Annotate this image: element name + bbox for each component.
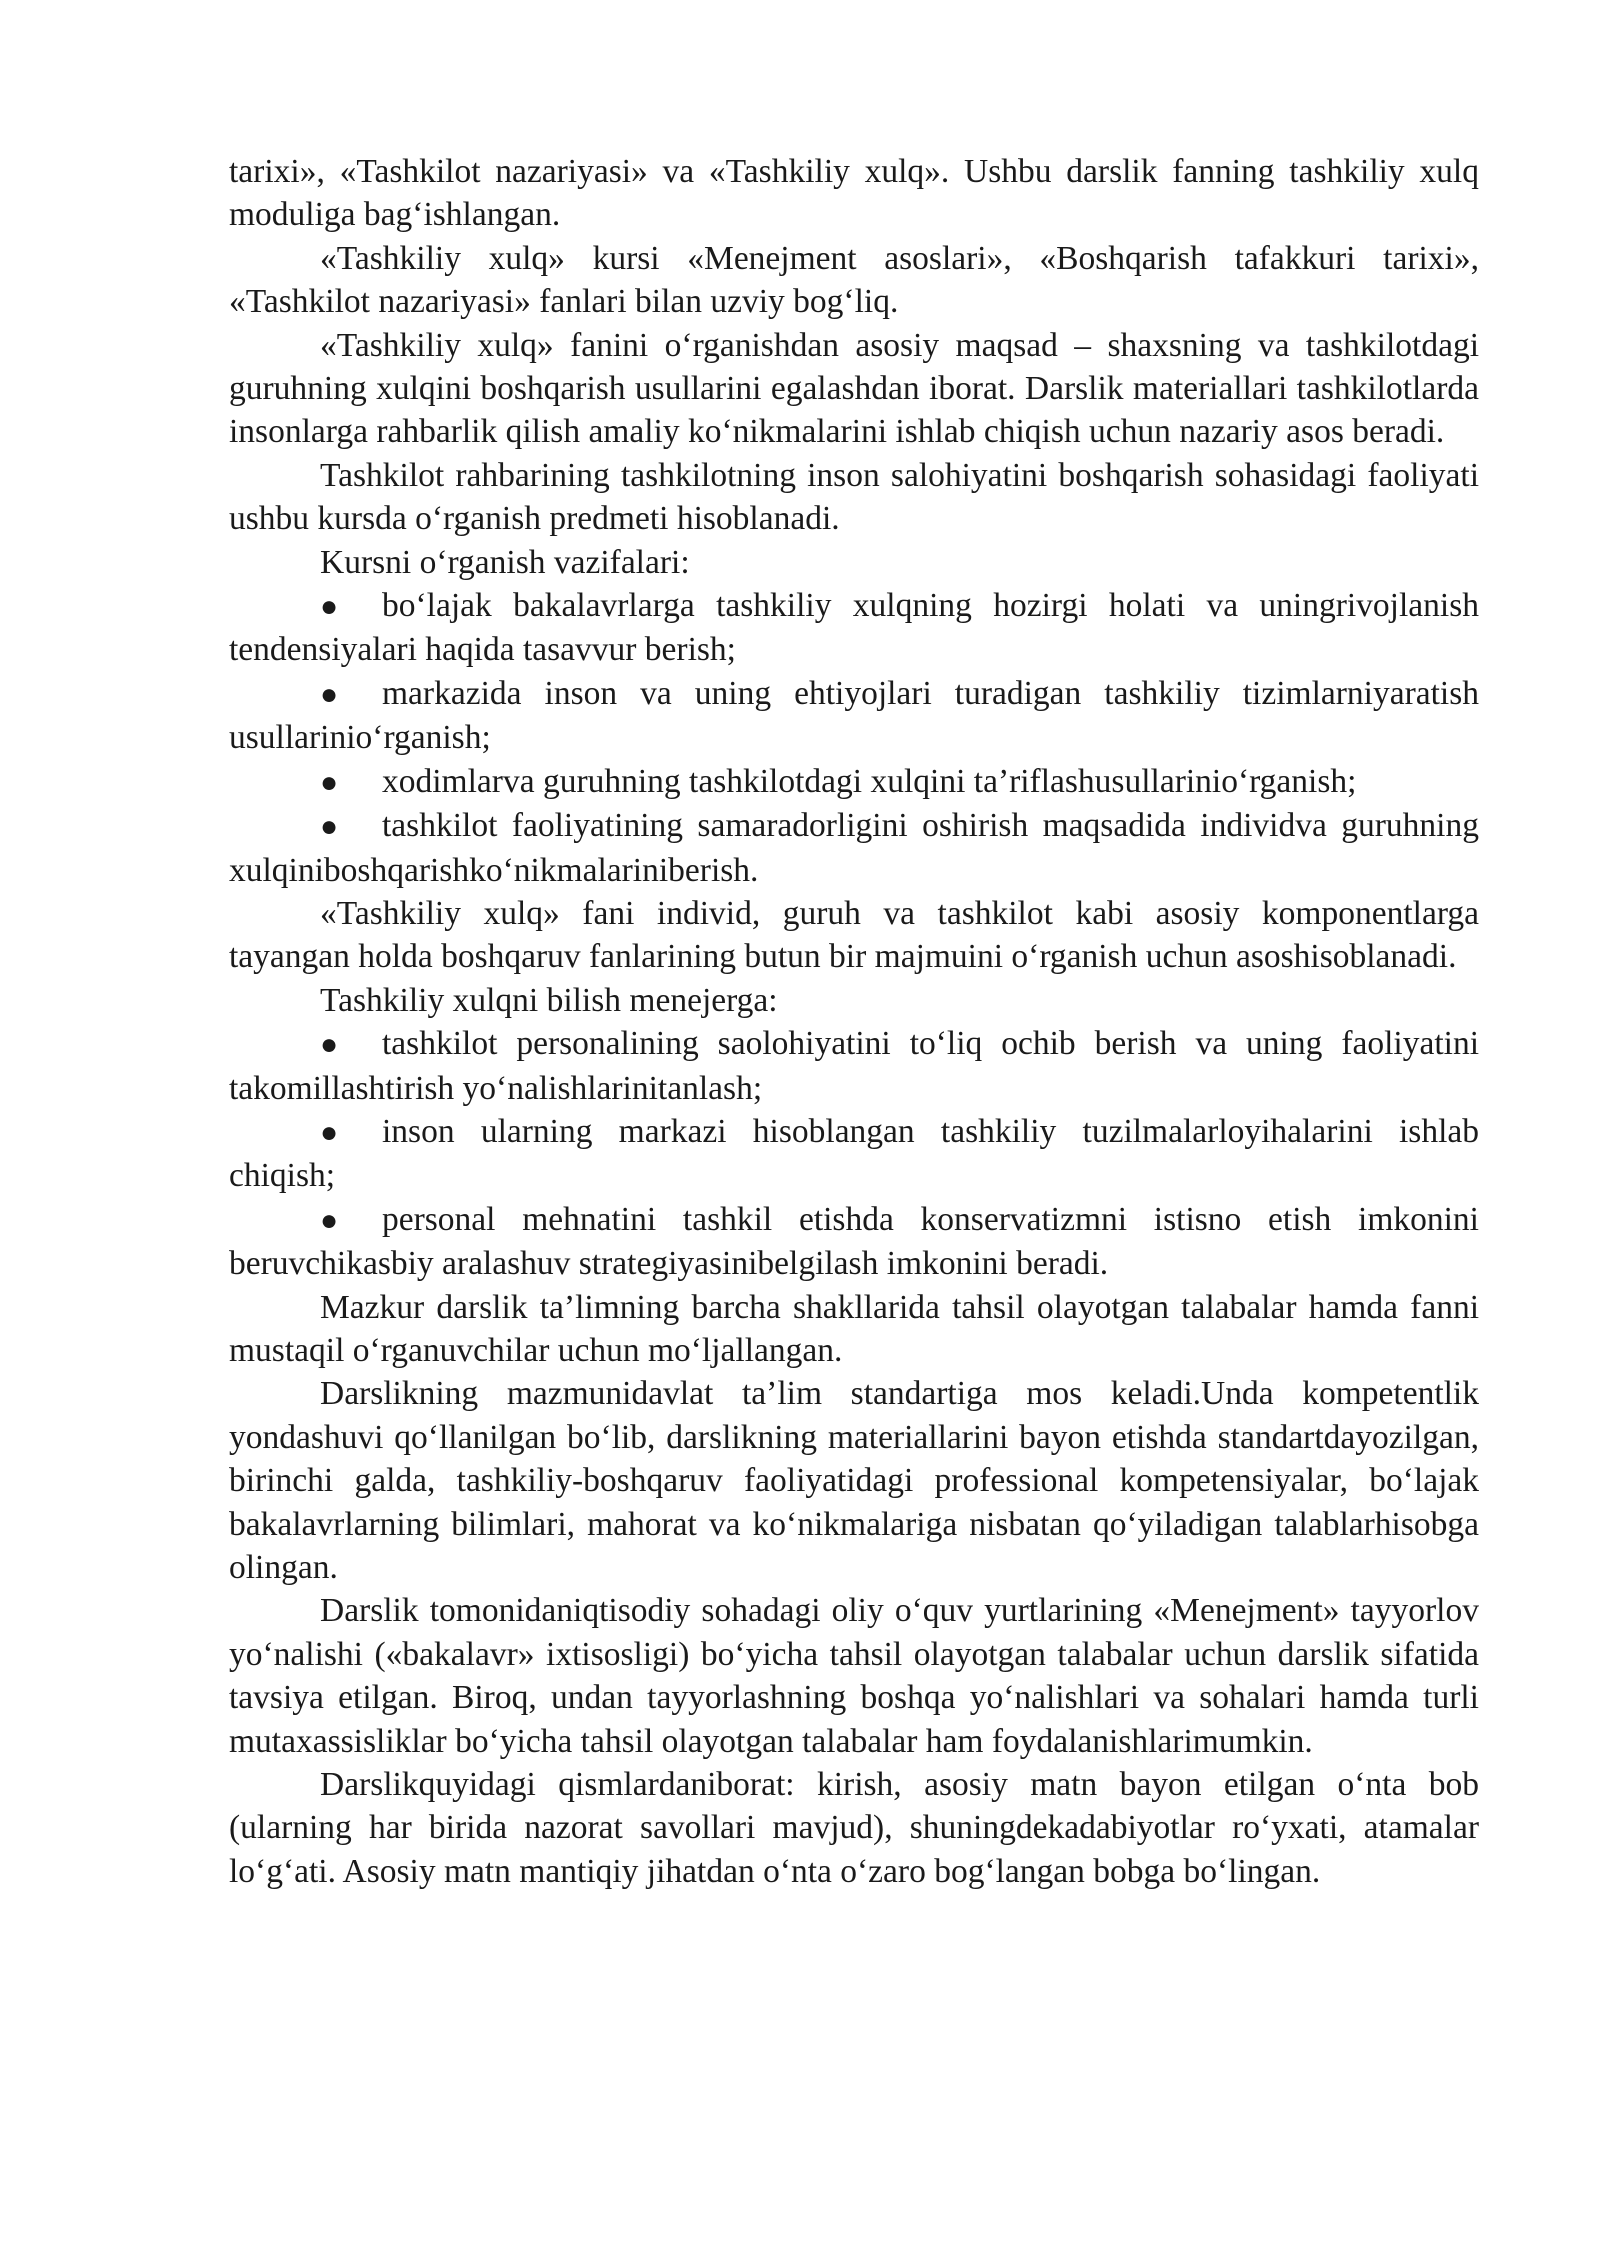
list-item-text: markazida inson va uning ehtiyojlari turadigan tashkiliy tizimlarniyaratish usullarinio‘rganish; [229,674,1479,757]
list-intro: Kursni o‘rganish vazifalari: [320,543,690,581]
paragraph: tarixi», «Tashkilot nazariyasi» va «Tashkiliy xulq». Ushbu darslik fanning tashkiliy xulq moduliga bag‘ishlangan. [229,153,1479,234]
paragraph: Mazkur darslik ta’limning barcha shakllarida tahsil olayotgan talabalar hamda fanni mustaqil o‘rganuvchilar uchun mo‘ljallangan. [229,1288,1479,1369]
list-intro: Tashkiliy xulqni bilish menejerga: [320,981,778,1019]
list-item-text: inson ularning markazi hisoblangan tashkiliy tuzilmalarloyihalarini ishlab chiqish; [229,1112,1479,1195]
list-item [229,1198,1479,1286]
paragraph: Darslik tomonidaniqtisodiy sohadagi oliy o‘quv yurtlarining «Menejment» tayyorlov yo‘nalishi («bakalavr» ixtisosligi) bo‘yicha tahsil olayotgan talabalar uchun darslik sifatida tavsiya etilgan. Biroq, undan tayyorlashning boshqa yo‘nalishlari va sohalari hamda turli mutaxassisliklar bo‘yicha tahsil olayotgan talabalar ham foydalanishlarimumkin. [229,1592,1479,1760]
list-item [229,584,1479,672]
document-page [229,150,1479,1893]
paragraph: «Tashkiliy xulq» fanini o‘rganishdan asosiy maqsad – shaxsning va tashkilotdagi guruhning xulqini boshqarish usullarini egalashdan iborat. Darslik materiallari tashkilotlarda insonlarga rahbarlik qilish amaliy ko‘nikmalarini ishlab chiqish uchun nazariy asos beradi. [229,326,1479,451]
paragraph: «Tashkiliy xulq» fani individ, guruh va tashkilot kabi asosiy komponentlarga tayangan holda boshqaruv fanlarining butun bir majmuini o‘rganish uchun asoshisoblanadi. [229,894,1479,976]
list-item [229,672,1479,760]
bullet-icon: ● [320,1115,339,1149]
list-item [229,804,1479,892]
list-item-text: bo‘lajak bakalavrlarga tashkiliy xulqning hozirgi holati va uningrivojlanish tendensiyalari haqida tasavvur berish; [229,587,1479,669]
bullet-icon: ● [320,1203,339,1237]
bullet-icon: ● [320,590,339,624]
list-item-text: xodimlarva guruhning tashkilotdagi xulqini ta’riflashusullarinio‘rganish; [382,762,1357,800]
list-item-text: personal mehnatini tashkil etishda konservatizmni istisno etish imkonini beruvchikasbiy aralashuv strategiyasinibelgilash imkonini beradi. [229,1200,1479,1283]
list-item-text: tashkilot personalining saolohiyatini to‘liq ochib berish va uning faoliyatini takomillashtirish yo‘nalishlarinitanlash; [229,1025,1479,1107]
bullet-icon: ● [320,677,339,711]
paragraph: Tashkilot rahbarining tashkilotning inson salohiyatini boshqarish sohasidagi faoliyati ushbu kursda o‘rganish predmeti hisoblanadi. [229,456,1479,538]
paragraph: Darslikquyidagi qismlardaniborat: kirish, asosiy matn bayon etilgan o‘nta bob (ularning har birida nazorat savollari mavjud), shuningdekadabiyotlar ro‘yxati, atamalar lo‘g‘ati. Asosiy matn mantiqiy jihatdan o‘nta o‘zaro bog‘langan bobga bo‘lingan. [229,1766,1479,1890]
list-item-text: tashkilot faoliyatining samaradorligini oshirish maqsadida individva guruhning xulqiniboshqarishko‘nikmalariniberish. [229,807,1479,889]
list-item [229,1110,1479,1198]
list-item [229,760,1479,804]
bullet-icon: ● [320,1028,339,1062]
paragraph: Darslikning mazmunidavlat ta’lim standartiga mos keladi.Unda kompetentlik yondashuvi qo‘llanilgan bo‘lib, darslikning materiallarini bayon etishda standartdayozilgan, birinchi galda, tashkiliy-boshqaruv faoliyatidagi professional kompetensiyalar, bo‘lajak bakalavrlarning bilimlari, mahorat va ko‘nikmalariga nisbatan qo‘yiladigan talablarhisobga olingan. [229,1375,1479,1586]
paragraph: «Tashkiliy xulq» kursi «Menejment asoslari», «Boshqarish tafakkuri tarixi», «Tashkilot nazariyasi» fanlari bilan uzviy bog‘liq. [229,239,1479,321]
bullet-icon: ● [320,765,339,799]
list-item [229,1022,1479,1110]
bullet-icon: ● [320,810,339,844]
